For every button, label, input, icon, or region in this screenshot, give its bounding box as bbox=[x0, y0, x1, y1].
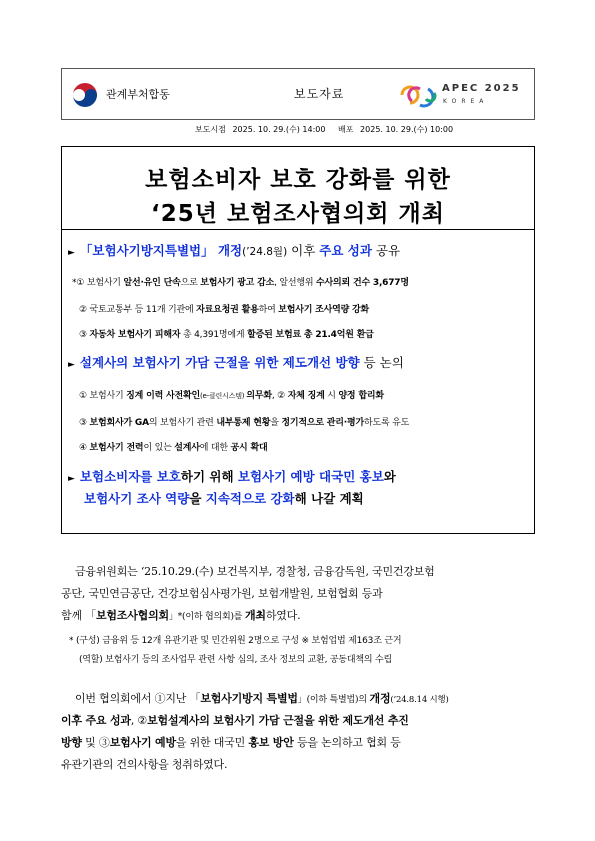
para-text: 」(이하 특별법)의 bbox=[297, 695, 370, 705]
bullet1-date: (’24.8월) bbox=[242, 246, 288, 258]
sub-text: ③ bbox=[79, 330, 90, 340]
distribution-label: 배포 bbox=[338, 125, 354, 134]
para1-line-3 bbox=[61, 607, 300, 623]
sub-small: (e-클린시스템) bbox=[200, 392, 247, 400]
bullet2-highlight: 설계사의 보험사기 가담 근절을 위한 제도개선 방향 bbox=[79, 355, 360, 370]
para-bold: 보험사기방지 특별법 bbox=[200, 692, 298, 705]
sub-bold: 보험사기 전력 bbox=[89, 443, 144, 453]
org-name: 관계부처합동 bbox=[106, 88, 170, 101]
summary-sub-1-3 bbox=[79, 327, 374, 340]
summary-sub-2-2 bbox=[79, 415, 409, 428]
sub-text: 에 대한 bbox=[199, 443, 231, 453]
apec-logo-icon bbox=[398, 79, 438, 111]
para2-line-4: 유관기관의 건의사항을 청취하였다. bbox=[61, 758, 228, 771]
para-text: 」*(이하 협의회)를 bbox=[168, 612, 245, 622]
footnote-composition: * (구성) 금융위 등 12개 유관기관 및 민간위원 2명으로 구성 ※ 보험업법 제163조 근거 bbox=[69, 636, 402, 646]
sub-bold: 보험회사가 GA bbox=[89, 418, 149, 428]
para-bold: 보험설계사의 보험사기 가담 근절을 위한 제도개선 추진 bbox=[147, 714, 409, 727]
sub-text: ③ bbox=[79, 418, 90, 428]
bullet1-tail: 공유 bbox=[371, 243, 401, 258]
bullet3-text: 을 bbox=[189, 491, 206, 506]
para1-line-1: 금융위원회는 ‘25.10.29.(수) 보건복지부, 경찰청, 금융감독원, 국민건강보험 bbox=[75, 565, 435, 578]
bullet3-text: 해 나갈 계획 bbox=[294, 491, 364, 506]
bullet3-highlight: 보험사기 조사 역량 bbox=[84, 491, 190, 506]
sub-text: 총 4,391명에게 bbox=[180, 330, 248, 340]
summary-sub-1-2 bbox=[79, 302, 369, 315]
para-bold: 개정 bbox=[369, 692, 391, 705]
para-bold: 개최 bbox=[244, 609, 266, 622]
bullet1-text: 이후 bbox=[287, 243, 320, 258]
sub-text: *① 보험사기 bbox=[72, 278, 124, 288]
bullet3-highlight: 보험소비자를 보호 bbox=[79, 469, 181, 484]
sub-text: ④ bbox=[79, 443, 90, 453]
para-text: 함께 「 bbox=[61, 609, 96, 622]
bullet3-text: 하기 위해 bbox=[180, 469, 238, 484]
sub-bold: 보험사기 광고 감소 bbox=[200, 278, 275, 288]
summary-sub-1-1 bbox=[72, 275, 409, 288]
footnote-role: (역할) 보험사기 등의 조사업무 관련 사항 심의, 조사 정보의 교환, 공동대책의 수립 bbox=[79, 655, 393, 665]
bullet3-highlight: 보험사기 예방 대국민 홍보 bbox=[237, 469, 384, 484]
summary-box bbox=[61, 146, 535, 534]
header-box bbox=[61, 68, 535, 120]
sub-bold: 설계사 bbox=[174, 443, 200, 453]
bullet3-highlight: 지속적으로 강화 bbox=[205, 491, 295, 506]
summary-bullet-3-line-2 bbox=[84, 489, 364, 507]
sub-bold: 수사의뢰 건수 3,677명 bbox=[316, 278, 409, 288]
sub-text: ② 국토교통부 등 11개 기관에 bbox=[79, 305, 197, 315]
sub-text: 으로 bbox=[180, 278, 201, 288]
bullet-arrow-icon: ► bbox=[68, 248, 75, 258]
sub-bold: 내부통제 현황 bbox=[216, 418, 271, 428]
summary-sub-2-3 bbox=[79, 440, 267, 453]
para-bold: 방향 bbox=[61, 736, 82, 749]
sub-bold: 자동차 보험사기 피해자 bbox=[89, 330, 181, 340]
para-bold: 보험조사협의회 bbox=[95, 609, 169, 622]
para-text: 등을 논의하고 협회 등 bbox=[293, 736, 401, 749]
apec-title: APEC 2025 bbox=[442, 83, 521, 94]
bullet-arrow-icon: ► bbox=[68, 474, 75, 484]
distribution-date: 2025. 10. 29.(수) 10:00 bbox=[360, 125, 454, 134]
bullet3-text: 와 bbox=[383, 469, 396, 484]
para-text: 및 ③ bbox=[81, 736, 110, 749]
sub-text: 시 bbox=[324, 391, 339, 401]
para-text: 이번 협의회에서 ①지난 「 bbox=[75, 692, 201, 705]
para-bold: 보험사기 예방 bbox=[109, 736, 176, 749]
bullet2-tail: 등 논의 bbox=[359, 355, 404, 370]
sub-bold: 의무화 bbox=[246, 391, 272, 401]
sub-text: ① 보험사기 bbox=[79, 391, 127, 401]
para-text: (’24.8.14 시행) bbox=[390, 695, 449, 705]
sub-bold: 징계 이력 사전확인 bbox=[126, 391, 200, 401]
summary-bullet-3 bbox=[68, 467, 396, 485]
sub-text: 이 있는 bbox=[143, 443, 175, 453]
sub-bold: 공시 확대 bbox=[230, 443, 268, 453]
para-bold: 이후 주요 성과 bbox=[61, 714, 131, 727]
sub-text: 의 보험사기 관련 bbox=[148, 418, 217, 428]
government-emblem-icon bbox=[72, 82, 98, 108]
para-text: 하였다. bbox=[265, 609, 301, 622]
para-bold: 홍보 방안 bbox=[248, 736, 294, 749]
sub-bold: 자료요청권 활용 bbox=[196, 305, 259, 315]
summary-bullet-2 bbox=[68, 353, 404, 371]
summary-bullet-1 bbox=[68, 241, 400, 259]
sub-bold: 양정 합리화 bbox=[338, 391, 384, 401]
press-release-label: 보도자료 bbox=[294, 87, 345, 101]
title-divider bbox=[62, 229, 534, 230]
para2-line-3 bbox=[61, 734, 401, 750]
sub-bold: 알선·유인 단속 bbox=[123, 278, 181, 288]
release-date: 2025. 10. 29.(수) 14:00 bbox=[232, 125, 326, 134]
summary-sub-2-1 bbox=[79, 388, 384, 401]
apec-subtitle: KOREA bbox=[443, 98, 489, 105]
sub-text: , ② bbox=[271, 391, 288, 401]
sub-bold: 자체 징계 bbox=[287, 391, 325, 401]
sub-bold: 보험사기 조사역량 강화 bbox=[278, 305, 370, 315]
sub-text: , 알선행위 bbox=[274, 278, 317, 288]
para-text: 을 위한 대국민 bbox=[175, 736, 249, 749]
para1-line-2: 공단, 국민연금공단, 건강보험심사평가원, 보험개발원, 보험협회 등과 bbox=[61, 587, 383, 600]
sub-bold: 정기적으로 관리·평가 bbox=[281, 418, 365, 428]
title-line-1: 보험소비자 보호 강화를 위한 bbox=[145, 167, 451, 193]
release-label: 보도시점 bbox=[195, 125, 226, 134]
sub-text: 하여 bbox=[258, 305, 279, 315]
title-line-2: ‘25년 보험조사협의회 개최 bbox=[151, 201, 445, 227]
para2-line-1 bbox=[75, 690, 449, 706]
bullet-arrow-icon: ► bbox=[68, 360, 75, 370]
sub-text: 하도록 유도 bbox=[364, 418, 410, 428]
sub-text: 을 bbox=[270, 418, 282, 428]
release-info bbox=[195, 124, 457, 135]
bullet1-highlight: 주요 성과 bbox=[319, 243, 372, 258]
para2-line-2 bbox=[61, 712, 409, 728]
bullet1-law-name: 「보험사기방지특별법」 개정 bbox=[79, 243, 243, 258]
sub-bold: 할증된 보험료 총 21.4억원 환급 bbox=[247, 330, 374, 340]
para-text: , ② bbox=[130, 714, 148, 727]
